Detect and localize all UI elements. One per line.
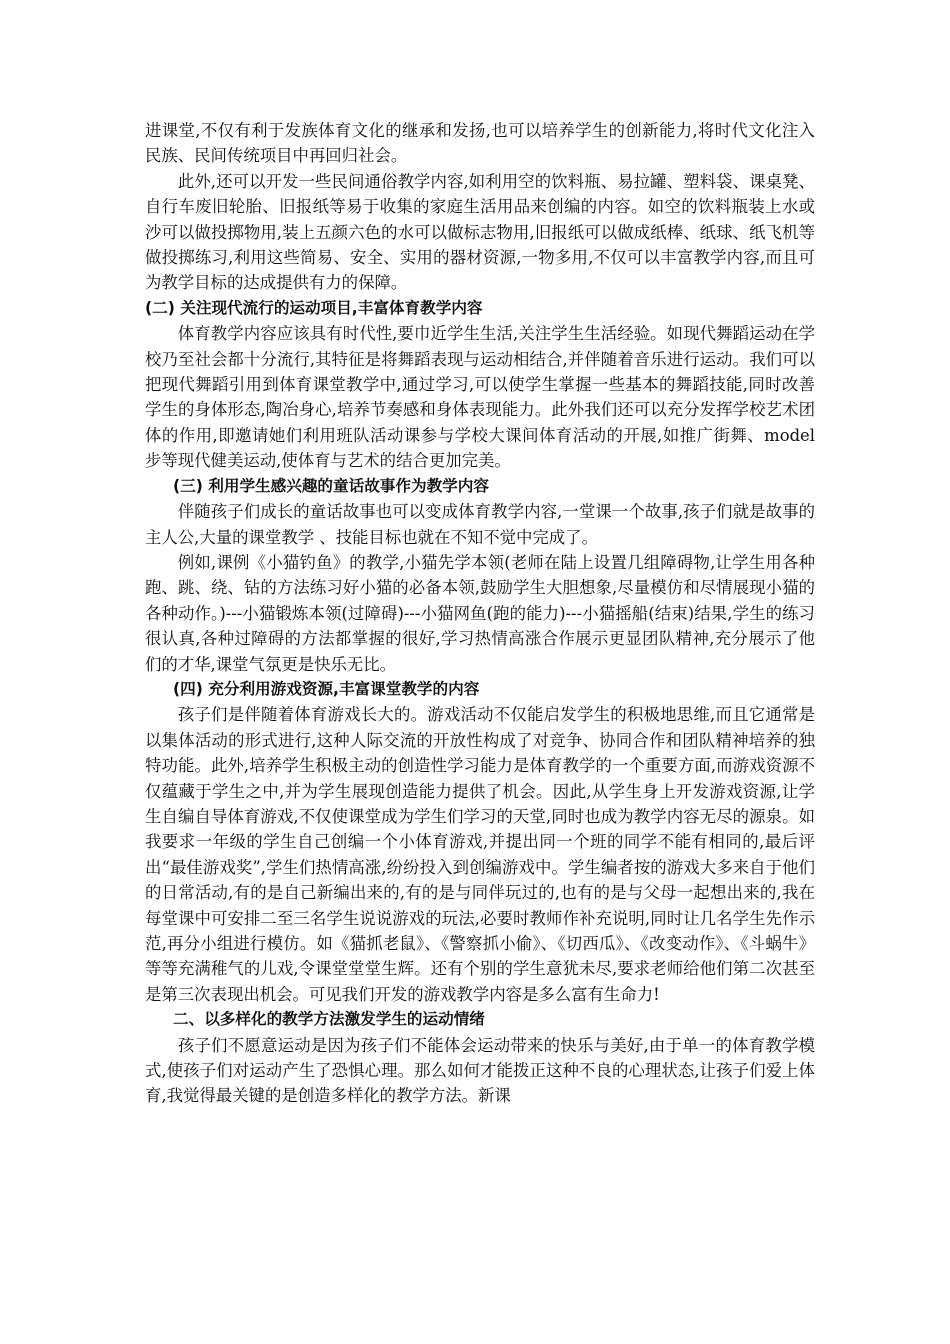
paragraph: 体育教学内容应该具有时代性,要巾近学生生活,关注学生生活经验。如现代舞蹈运动在学校乃至社会都十分流行,其特征是将舞蹈表现与运动相结合,并伴随着音乐进行运动。我们可以把现代舞蹈引用到体育课堂教学中,通过学习,可以使学生掌握一些基本的舞蹈技能,同时改善学生的身体形态,陶冶身心,培养节奏感和身体表现能力。此外我们还可以充分发挥学校艺术团体的作用,即邀请她们利用班队活动课参与学校大课间体育活动的开展,如推广街舞、model 步等现代健美运动,使体育与艺术的结合更加完美。 — [145, 324, 815, 471]
paragraph: 孩子们不愿意运动是因为孩子们不能体会运动带来的快乐与美好,由于单一的体育教学模式,使孩子们对运动产生了恐惧心理。那么如何才能拨正这种不良的心理状态,让孩子们爱上体育,我觉得最关键的是创造多样化的教学方法。新课 — [145, 1035, 815, 1106]
paragraph: 伴随孩子们成长的童话故事也可以变成体育教学内容,一堂课一个故事,孩子们就是故事的主人公,大量的课堂教学 、技能目标也就在不知不觉中完成了。 — [145, 502, 815, 547]
paragraph: 孩子们是伴随着体育游戏长大的。游戏活动不仅能启发学生的积极地思维,而且它通常是以集体活动的形式进行,这种人际交流的开放性构成了对竞争、协同合作和团队精神培养的独特功能。此外,培养学生积极主动的创造性学习能力是体育教学的一个重要方面,而游戏资源不仅蕴藏于学生之中,并为学生展现创造能力提供了机会。因此,从学生身上开发游戏资源,让学生自编自导体育游戏,不仅使课堂成为学生们学习的天堂,同时也成为教学内容无尽的源泉。如我要求一年级的学生自己创编一个小体育游戏,并提出同一个班的同学不能有相同的,最后评出“最佳游戏奖”,学生们热情高涨,纷纷投入到创编游戏中。学生编者按的游戏大多来自于他们的日常活动,有的是自己新编出来的,有的是与同伴玩过的,也有的是与父母一起想出来的,我在每堂课中可安排二至三名学生说说游戏的玩法,必要时教师作补充说明,同时让几名学生先作示范,再分小组进行模仿。如《猫抓老鼠》、《警察抓小偷》、《切西瓜》、《改变动作》、《斗蜗牛》等等充满稚气的儿戏,令课堂堂堂生辉。还有个别的学生意犹未尽,要求老师给他们第二次甚至是第三次表现出机会。可见我们开发的游戏教学内容是多么富有生命力! — [145, 705, 815, 1004]
section-heading: (三) 利用学生感兴趣的童话故事作为教学内容 — [173, 476, 489, 495]
document-page — [145, 118, 815, 1109]
section-heading: (二) 关注现代流行的运动项目,丰富体育教学内容 — [145, 298, 483, 317]
paragraph: 例如,课例《小猫钓鱼》的教学,小猫先学本领(老师在陆上设置几组障碍物,让学生用各种跑、跳、绕、钻的方法练习好小猫的必备本领,鼓励学生大胆想象,尽量模仿和尽情展现小猫的各种动作。)---小猫锻炼本领(过障碍)---小猫网鱼(跑的能力)---小猫摇船(结束)结果,学生的练习很认真,各种过障碍的方法都掌握的很好,学习热情高涨合作展示更显团队精神,充分展示了他们的才华,课堂气氛更是快乐无比。 — [145, 552, 815, 674]
section-heading: (四) 充分利用游戏资源,丰富课堂教学的内容 — [173, 679, 480, 698]
paragraph: 此外,还可以开发一些民间通俗教学内容,如利用空的饮料瓶、易拉罐、塑料袋、课桌凳、自行车废旧轮胎、旧报纸等易于收集的家庭生活用品来创编的内容。如空的饮料瓶装上水或沙可以做投掷物用,装上五颜六色的水可以做标志物用,旧报纸可以做成纸棒、纸球、纸飞机等做投掷练习,利用这些简易、安全、实用的器材资源,一物多用,不仅可以丰富教学内容,而且可为教学目标的达成提供有力的保障。 — [145, 171, 815, 293]
paragraph: 进课堂,不仅有利于发族体育文化的继承和发扬,也可以培养学生的创新能力,将时代文化注入民族、民间传统项目中再回归社会。 — [145, 121, 815, 166]
section-heading: 二、以多样化的教学方法激发学生的运动情绪 — [173, 1010, 485, 1029]
